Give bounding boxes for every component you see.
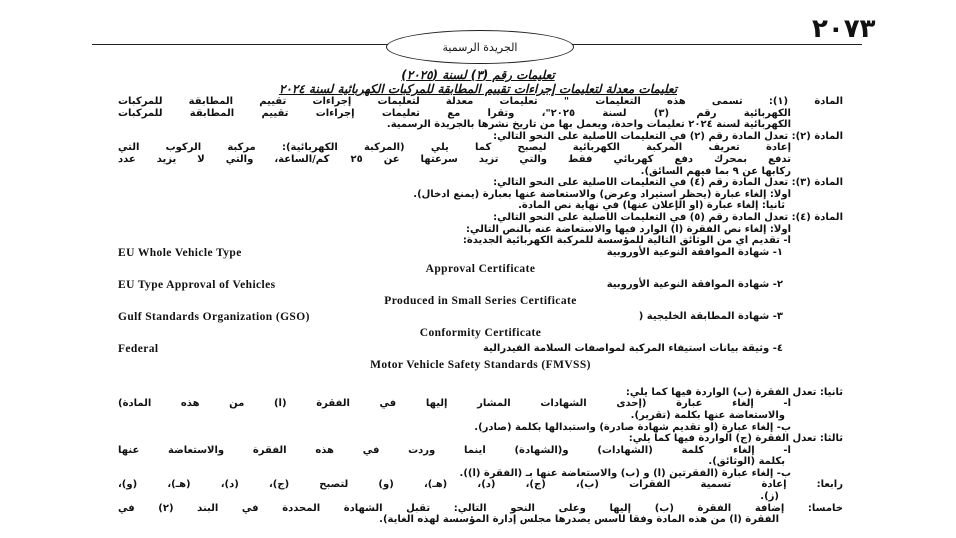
- document-item-1-english: EU Whole Vehicle Type: [118, 246, 242, 259]
- document-item-4-arabic: ٤- وثيقة بيانات استيفاء المركبة لمواصفات السلامة الفيدرالية: [482, 342, 783, 354]
- document-item-2-cont: [118, 295, 843, 311]
- document-body: [118, 96, 843, 526]
- section-3-line: أ- إلغاء كلمة (الشهادات) و(الشهادة) أينما وردت في هذه الفقرة والاستعاضة عنها: [118, 444, 791, 456]
- header-rule-left: [92, 44, 392, 45]
- document-item-1: [118, 247, 843, 263]
- document-item-2-arabic: ٢- شهادة الموافقة النوعية الأوروبية: [606, 278, 783, 290]
- section-2-line: ثانياً: تعدل الفقرة (ب) الواردة فيها كما يلي:: [625, 386, 843, 398]
- instructions-number-title: تعليمات رقم (٣) لسنة (٢٠٢٥): [401, 68, 555, 82]
- section-2-line: والاستعاضة عنها بكلمة (تقرير).: [630, 409, 785, 421]
- document-item-3-english-cont: Conformity Certificate: [419, 326, 542, 339]
- spacer: [118, 375, 843, 387]
- article-1-line: المادة (١): تسمى هذه التعليمات " تعليمات معدلة لتعليمات إجراءات تقييم المطابقة للمركبات: [118, 96, 843, 107]
- article-3-line: أولاً: إلغاء عبارة (يحظر استيراد وعرض) والاستعاضة عنها بعبارة (يمنع ادخال).: [413, 188, 791, 200]
- section-3-line: ثالثاً: تعدل الفقرة (ج) الواردة فيها كما يلي:: [628, 433, 843, 445]
- section-2-line: ب- إلغاء عبارة (أو تقديم شهادة صادرة) واستبدالها بكلمة (صادر).: [474, 421, 791, 433]
- document-item-1-english-cont: Approval Certificate: [425, 262, 536, 275]
- document-item-1-cont: [118, 263, 843, 279]
- article-3-line: المادة (٣): تعدل المادة رقم (٤) في التعليمات الأصلية على النحو التالي:: [493, 177, 843, 189]
- document-item-3-arabic: ٣- شهادة المطابقة الخليجية (: [638, 310, 783, 322]
- article-1-line: الكهربائية رقم (٣) لسنة ٢٠٢٥"، وتقرأ مع تعليمات إجراءات تقييم المطابقة للمركبات: [118, 107, 791, 119]
- section-4-line: رابعاً: إعادة تسمية الفقرات (ب)، (ج)، (د)، (هـ)، (و) لتصبح (ج)، (د)، (هـ)، (و)،: [118, 479, 843, 491]
- article-4-line: أ- تقديم أي من الوثائق التالية للمؤسسة للمركبة الكهربائية الجديدة:: [462, 235, 791, 247]
- article-3-line: ثانياً: إلغاء عبارة (أو الإعلان عنها) في نهاية نص المادة.: [518, 200, 785, 212]
- article-4-line: أولاً: إلغاء نص الفقرة (أ) الوارد فيها والاستعاضة عنه بالنص التالي:: [465, 223, 791, 235]
- article-1-line: الكهربائية لسنة ٢٠٢٤ تعليمات واحدة، ويعمل بها من تاريخ نشرها بالجريدة الرسمية.: [386, 119, 791, 131]
- document-item-4-english-cont: Motor Vehicle Safety Standards (FMVSS): [370, 358, 591, 371]
- main-title: تعليمات معدلة لتعليمات إجراءات تقييم المطابقة للمركبات الكهربائية لسنة ٢٠٢٤: [278, 82, 678, 96]
- section-3-line: ب- إلغاء عبارة (الفقرتين (أ) و (ب) والاستعاضة عنها بـ (الفقرة (أ)).: [459, 467, 791, 479]
- article-2-line: إعادة تعريف المركبة الكهربائية ليصبح كما يلي (المركبة الكهربائية): مركبة الركوب التي: [118, 142, 791, 154]
- section-4-line: (ز).: [760, 491, 779, 503]
- section-2-line: أ- إلغاء عبارة (إحدى الشهادات المشار إليها في الفقرة (أ) من هذه المادة): [118, 398, 791, 410]
- document-item-4-english: Federal: [118, 342, 159, 355]
- document-item-3-cont: [118, 327, 843, 343]
- document-item-4: [118, 343, 843, 359]
- header-rule-right: [568, 44, 862, 45]
- document-item-2-english-cont: Produced in Small Series Certificate: [384, 294, 577, 307]
- section-5-line: خامساً: إضافة الفقرة (ب) إليها وعلى النحو التالي: تقبل الشهادة المحددة في البند (٢) في: [118, 502, 843, 514]
- page-number: ٢٠٧٣: [812, 14, 876, 44]
- article-2-line: ركابها عن ٩ بما فيهم السائق).: [640, 165, 791, 177]
- article-2-line: تدفع بمحرك دفع كهربائي فقط والتي تزيد سرعتها عن ٢٥ كم/الساعة، والتي لا يزيد عدد: [118, 153, 791, 165]
- gazette-name-oval: الجريدة الرسمية: [386, 30, 574, 64]
- document-item-3-english: Gulf Standards Organization (GSO): [118, 310, 310, 323]
- article-2-line: المادة (٢): تعدل المادة رقم (٢) في التعليمات الأصلية على النحو التالي:: [493, 130, 843, 142]
- document-item-2-english: EU Type Approval of Vehicles: [118, 278, 276, 291]
- document-item-4-cont: [118, 359, 843, 375]
- section-5-line: الفقرة (أ) من هذه المادة وفقاً لأسس يصدرها مجلس إدارة المؤسسة لهذه الغاية).: [379, 514, 779, 526]
- article-4-line: المادة (٤): تعدل المادة رقم (٥) في التعليمات الأصلية على النحو التالي:: [493, 211, 843, 223]
- section-3-line: بكلمة (الوثائق).: [708, 456, 785, 468]
- document-item-1-arabic: ١- شهادة الموافقة النوعية الأوروبية: [606, 246, 783, 258]
- document-item-3: [118, 311, 843, 327]
- document-item-2: [118, 279, 843, 295]
